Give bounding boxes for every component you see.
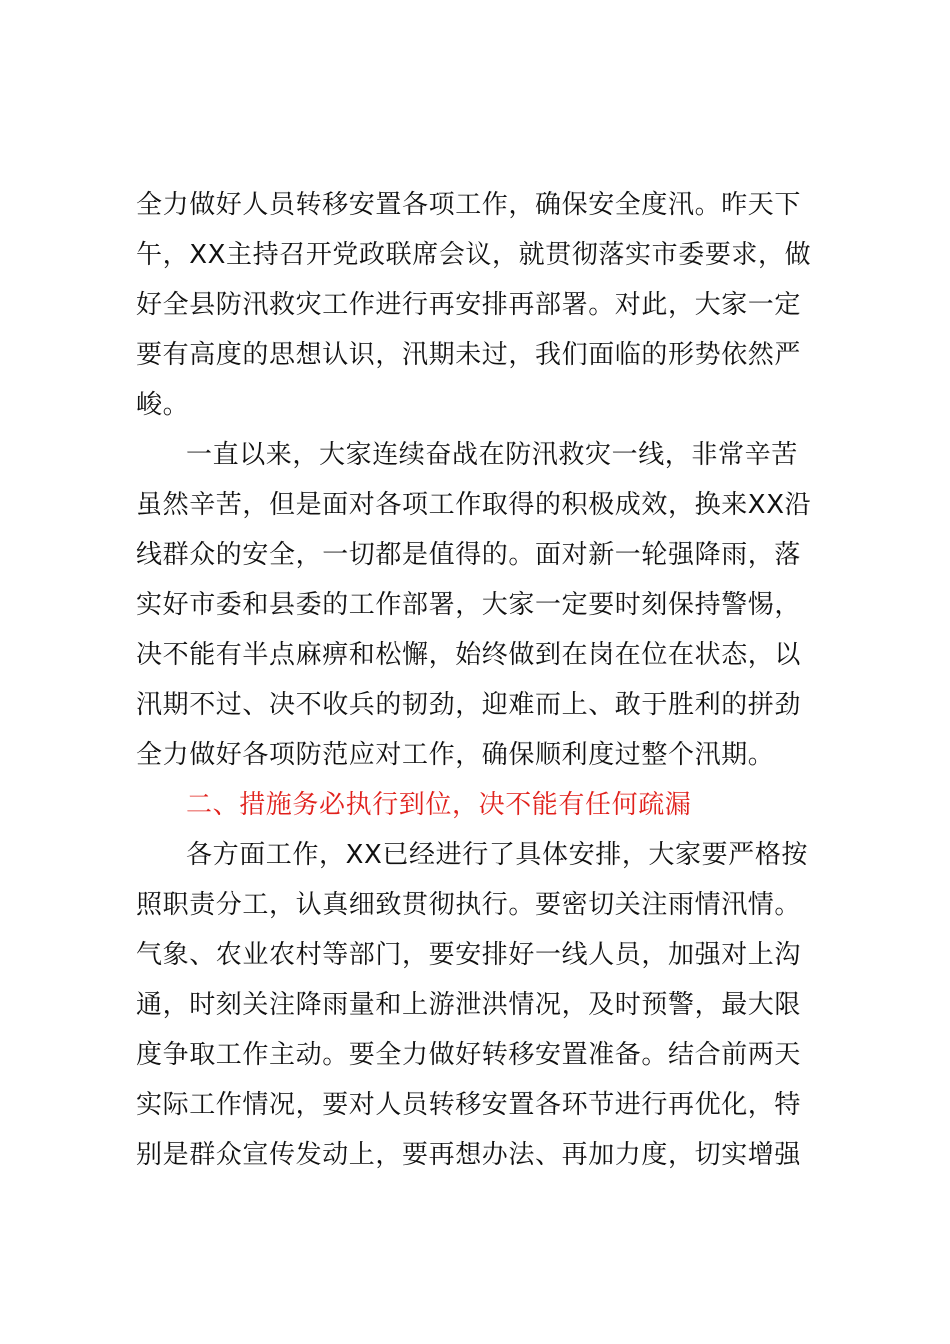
body-line: 别是群众宣传发动上，要再想办法、再加力度，切实增强 [136, 1140, 802, 1170]
body-line: 度争取工作主动。要全力做好转移安置准备。结合前两天 [136, 1040, 802, 1070]
body-line: 虽然辛苦，但是面对各项工作取得的积极成效，换来XX沿 [136, 490, 812, 520]
body-line: 实好市委和县委的工作部署，大家一定要时刻保持警惕， [136, 590, 802, 620]
body-line: 全力做好人员转移安置各项工作，确保安全度汛。昨天下 [136, 190, 802, 220]
body-line: 通，时刻关注降雨量和上游泄洪情况，及时预警，最大限 [136, 990, 802, 1020]
body-line: 午，XX主持召开党政联席会议，就贯彻落实市委要求，做 [136, 240, 812, 270]
section-heading: 二、措施务必执行到位，决不能有任何疏漏 [186, 790, 692, 820]
body-line: 峻。 [136, 390, 190, 420]
body-line: 要有高度的思想认识，汛期未过，我们面临的形势依然严 [136, 340, 802, 370]
body-line: 全力做好各项防范应对工作，确保顺利度过整个汛期。 [136, 740, 775, 770]
body-line: 实际工作情况，要对人员转移安置各环节进行再优化，特 [136, 1090, 802, 1120]
body-line: 气象、农业农村等部门，要安排好一线人员，加强对上沟 [136, 940, 802, 970]
paragraph-first-line: 一直以来，大家连续奋战在防汛救灾一线，非常辛苦 [186, 440, 798, 470]
body-line: 好全县防汛救灾工作进行再安排再部署。对此，大家一定 [136, 290, 802, 320]
paragraph-first-line: 各方面工作，XX已经进行了具体安排，大家要严格按 [186, 840, 809, 870]
body-line: 汛期不过、决不收兵的韧劲，迎难而上、敢于胜利的拼劲 [136, 690, 802, 720]
body-line: 线群众的安全，一切都是值得的。面对新一轮强降雨，落 [136, 540, 802, 570]
body-line: 决不能有半点麻痹和松懈，始终做到在岗在位在状态，以 [136, 640, 802, 670]
body-line: 照职责分工，认真细致贯彻执行。要密切关注雨情汛情。 [136, 890, 802, 920]
